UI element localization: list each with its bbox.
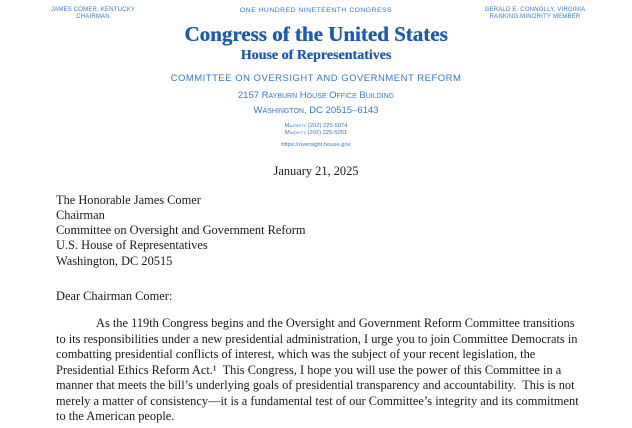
congress-title: Congress of the United States bbox=[184, 22, 448, 46]
recipient-address-block bbox=[56, 193, 632, 269]
minority-phone-line bbox=[0, 130, 632, 137]
majority-phone-number: (202) 225-5074 bbox=[307, 123, 348, 129]
chairman-title: CHAIRMAN bbox=[76, 14, 110, 20]
recipient-name: The Honorable James Comer bbox=[56, 192, 201, 207]
recipient-title: Chairman bbox=[56, 207, 105, 222]
letter-date: January 21, 2025 bbox=[273, 163, 359, 178]
ranking-member-title: RANKING MINORITY MEMBER bbox=[489, 14, 581, 20]
recipient-committee: Committee on Oversight and Government Reform bbox=[56, 223, 306, 238]
committee-address-city: Washington, DC 20515–6143 bbox=[253, 105, 379, 116]
committee-name: COMMITTEE ON OVERSIGHT AND GOVERNMENT REFORM bbox=[170, 73, 462, 84]
committee-website-link[interactable]: https://oversight.house.gov bbox=[281, 141, 351, 148]
chairman-name-block bbox=[18, 7, 168, 21]
minority-phone-label: Minority bbox=[284, 129, 306, 136]
committee-address-building: 2157 Rayburn House Office Building bbox=[237, 90, 395, 101]
committee-phone-block bbox=[0, 123, 632, 137]
chairman-name: JAMES COMER, KENTUCKY bbox=[50, 7, 136, 13]
congress-session-line: ONE HUNDRED NINETEENTH CONGRESS bbox=[239, 7, 393, 14]
ranking-member-name: GERALD E. CONNOLLY, VIRGINIA bbox=[484, 7, 586, 13]
recipient-chamber: U.S. House of Representatives bbox=[56, 238, 208, 253]
recipient-city: Washington, DC 20515 bbox=[56, 253, 173, 268]
majority-phone-line bbox=[0, 123, 632, 130]
letterhead bbox=[0, 0, 632, 148]
house-subtitle: House of Representatives bbox=[240, 48, 392, 63]
minority-phone-number: (202) 225-5051 bbox=[307, 129, 348, 136]
majority-phone-label: Majority bbox=[284, 123, 307, 129]
letter-body-paragraph: As the 119th Congress begins and the Oversight and Government Reform Committee transitions to its responsibilities under a new presidential administration, I urge you to join Committee Democrats in combatting presidential conflicts of interest, which was the subject of your recent legislation, the Presidential Ethics Reform Act.¹ This Congress, I hope you will use the power of this Committee in a manner that meets the bill’s underlying goals of presidential transparency and accountability. This is not merely a matter of consistency—it is a fundamental test of our Committee’s integrity and its commitment to the American people. bbox=[56, 316, 582, 424]
salutation: Dear Chairman Comer: bbox=[56, 289, 173, 304]
ranking-member-block bbox=[450, 7, 620, 21]
